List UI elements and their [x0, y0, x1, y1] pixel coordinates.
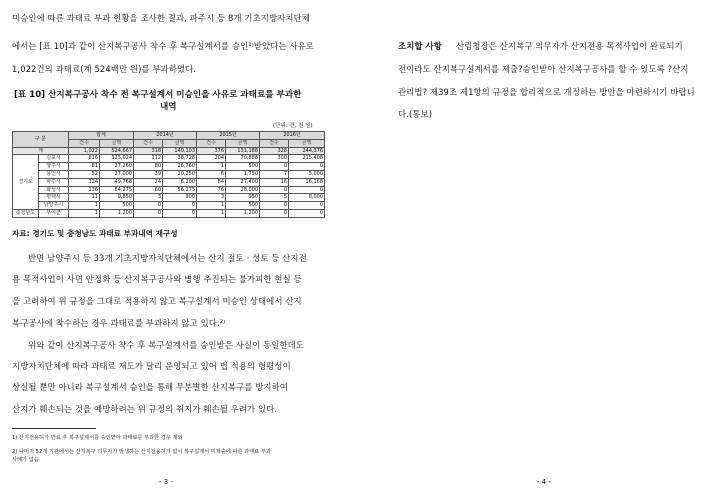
table-cell: 0	[289, 209, 325, 217]
table-cell: 3	[134, 194, 163, 202]
city-cell: 용인시	[39, 170, 69, 178]
table-cell: 11	[69, 194, 100, 202]
action-line-1: 산림청장은 산지복구 의무자가 산지전용 목적사업이 완료되기	[456, 41, 683, 51]
table-row	[13, 209, 325, 217]
table-cell: 1	[69, 202, 100, 210]
action-label: 조치할 사항	[398, 41, 442, 51]
city-cell: 평택시	[39, 194, 69, 202]
table-cell: 24	[134, 178, 163, 186]
table-cell: 20,250	[163, 170, 197, 178]
table-cell: 1	[69, 209, 100, 217]
subheader-count: 건수	[260, 139, 289, 147]
action-line-3: 관리법? 제39조 제1항의 규정을 합리적으로 개정하는 방안을 마련하시기 바랍니	[398, 87, 695, 97]
subheader-amount: 금액	[226, 139, 260, 147]
body-line-6: 지방자치단체에 따라 과태료 제도가 달리 운영되고 있어 법 적용의 형평성이	[12, 361, 291, 371]
body-line-2: 용 목적사업이 사면 안정화 등 산지복구공사와 병행 추진되는 불가피한 현실 등	[12, 274, 302, 284]
fine-statistics-table	[12, 131, 325, 218]
intro-line-1: 미승인에 따른 과태료 부과 현황을 조사한 결과, 파주시 등 8개 기초지방자치단체	[12, 13, 310, 23]
city-cell: 부여군	[39, 209, 69, 217]
table-cell: 3	[197, 194, 226, 202]
page-number-right: - 4 -	[537, 478, 551, 486]
body-line-7: 상실될 뿐만 아니라 복구설계서 승인을 통해 무분별한 산지복구를 방지하여	[12, 382, 288, 392]
table-cell: 0	[260, 163, 289, 171]
table-cell: 6	[197, 170, 226, 178]
table-row	[13, 186, 325, 194]
body-line-8: 산지가 훼손되는 것을 예방하려는 위 규정의 취지가 훼손될 우려가 있다.	[12, 404, 278, 414]
table-source: 자료: 경기도 및 충청남도 과태료 부과내역 재구성	[12, 229, 178, 238]
table-unit: (단위: 건, 천 원)	[273, 123, 313, 129]
region-cell: 충청남도	[13, 209, 39, 217]
city-cell: 파주시	[39, 178, 69, 186]
table-cell: 0	[260, 186, 289, 194]
table-cell: 300	[260, 155, 289, 163]
table-row	[13, 202, 325, 210]
table-cell: 1,200	[226, 209, 260, 217]
table-cell: 0	[260, 209, 289, 217]
subheader-count: 건수	[69, 139, 100, 147]
table-cell: 616	[69, 155, 100, 163]
subheader-amount: 금액	[163, 139, 197, 147]
table-total-row	[13, 147, 325, 155]
subheader-count: 건수	[197, 139, 226, 147]
table-cell: 1	[197, 202, 226, 210]
table-cell: 27,260	[100, 163, 134, 171]
table-cell: 84	[197, 178, 226, 186]
table-cell: 318	[134, 147, 163, 155]
subheader-count: 건수	[134, 139, 163, 147]
action-line-4: 다.(통보)	[398, 109, 433, 119]
table-cell: 16	[260, 178, 289, 186]
body-line-1: 반면 남양주시 등 33개 기초지방자치단체에서는 산지 절토 · 성토 등 산지전	[28, 253, 307, 263]
footnote-2-cont: 사례가 없음	[12, 457, 39, 463]
header-total: 합계	[69, 132, 134, 140]
table-cell: 1,750	[226, 170, 260, 178]
table-row	[13, 194, 325, 202]
table-row	[13, 178, 325, 186]
table-cell: 376	[197, 147, 226, 155]
table-cell: 81	[69, 163, 100, 171]
intro-line-3: 1,022건의 과태료(계 524백만 원)를 부과하였다.	[12, 64, 197, 74]
table-cell: 0	[289, 186, 325, 194]
table-row	[13, 163, 325, 171]
table-cell: 136	[69, 186, 100, 194]
table-cell: 325,024	[100, 155, 134, 163]
table-cell: 215,408	[289, 155, 325, 163]
table-cell: 328	[260, 147, 289, 155]
footnote-2: 2) 나머지 52개 기관에서는 산지복구 의무자가 발생하는 산지전용허가 없이 복구설계서 미제출에 따른 과태료 부과	[12, 449, 271, 455]
table-cell: 5,000	[289, 170, 325, 178]
table-cell: 9,850	[100, 194, 134, 202]
table-cell: 70,888	[226, 155, 260, 163]
header-2015: 2015년	[197, 132, 260, 140]
table-caption: [표 10] 산지복구공사 착수 전 복구설계서 미승인을 사유로 과태료를 부과한	[14, 90, 302, 100]
table-cell: 16,168	[289, 178, 325, 186]
footnote-divider	[12, 428, 96, 429]
table-cell: 27,000	[100, 170, 134, 178]
table-cell: 204	[197, 155, 226, 163]
table-cell: 0	[134, 209, 163, 217]
city-cell: 화성시	[39, 186, 69, 194]
region-cell: 경기도	[13, 155, 39, 210]
header-category: 구 분	[13, 132, 69, 148]
table-cell: 49,768	[100, 178, 134, 186]
table-cell: 1	[197, 163, 226, 171]
table-cell: 131,188	[226, 147, 260, 155]
table-body	[13, 155, 325, 217]
table-cell: 28,000	[226, 186, 260, 194]
table-cell: 1,022	[69, 147, 100, 155]
table-cell: 76	[197, 186, 226, 194]
table-cell: 1,200	[100, 209, 134, 217]
table-cell: 84,275	[100, 186, 134, 194]
action-line-2: 전이라도 산지복구설계서를 제출?승인받아 산지복구공사를 할 수 있도록 ?산지	[398, 64, 689, 74]
table-cell: 26,760	[163, 163, 197, 171]
table-cell: 0	[289, 163, 325, 171]
table-cell: 950	[226, 194, 260, 202]
table-cell: 0	[134, 202, 163, 210]
document-page-right	[360, 0, 720, 496]
table-row	[13, 170, 325, 178]
table-cell: 38,728	[163, 155, 197, 163]
intro-line-2: 에서는 [표 10]과 같이 산지복구공사 착수 후 복구설계서를 승인¹⁾받았다는 사유로	[12, 41, 314, 51]
table-cell: 60	[134, 186, 163, 194]
table-cell: 39	[134, 170, 163, 178]
table-cell: 500	[226, 163, 260, 171]
table-cell: 1	[197, 209, 226, 217]
table-cell: 500	[226, 202, 260, 210]
table-cell: 0	[260, 202, 289, 210]
city-cell: 양주시	[39, 163, 69, 171]
table-cell: 149,103	[163, 147, 197, 155]
table-cell: 112	[134, 155, 163, 163]
subheader-amount: 금액	[289, 139, 325, 147]
table-cell: 7	[260, 170, 289, 178]
table-cell: 27,400	[226, 178, 260, 186]
table-cell: 5	[260, 194, 289, 202]
header-2016: 2016년	[260, 132, 325, 140]
table-cell: 244,376	[289, 147, 325, 155]
city-cell: 남양주시	[39, 202, 69, 210]
city-cell: 김포시	[39, 155, 69, 163]
table-caption-cont: 내역	[160, 102, 177, 112]
body-line-4: 복구공사에 착수하는 경우 과태료를 부과하지 않고 있다.²⁾	[12, 318, 226, 328]
table-row	[13, 155, 325, 163]
subheader-amount: 금액	[100, 139, 134, 147]
table-header-row	[13, 132, 325, 140]
header-2014: 2014년	[134, 132, 197, 140]
table-cell: 56,275	[163, 186, 197, 194]
footnote-1: 1) 산지전용허가 만료 후 복구설계서를 승인받아 과태료를 부과한 경우 제외	[12, 435, 183, 441]
table-cell: 0	[289, 202, 325, 210]
table-cell: 124	[69, 178, 100, 186]
table-cell: 500	[100, 202, 134, 210]
table-cell: 52	[69, 170, 100, 178]
total-label: 계	[13, 147, 69, 155]
body-line-5: 위와 같이 산지복구공사 착수 후 복구설계서를 승인받은 사실이 동일한데도	[28, 340, 304, 350]
table-cell: 80	[134, 163, 163, 171]
table-cell: 6,200	[163, 178, 197, 186]
table-cell: 900	[163, 194, 197, 202]
page-number-left: - 3 -	[159, 478, 173, 486]
body-line-3: 을 고려하여 위 규정을 그대로 적용하지 않고 복구설계서 미승인 상태에서 산지	[12, 296, 302, 306]
table-cell: 0	[163, 209, 197, 217]
table-cell: 524,667	[100, 147, 134, 155]
table-cell: 8,000	[289, 194, 325, 202]
table-cell: 0	[163, 202, 197, 210]
